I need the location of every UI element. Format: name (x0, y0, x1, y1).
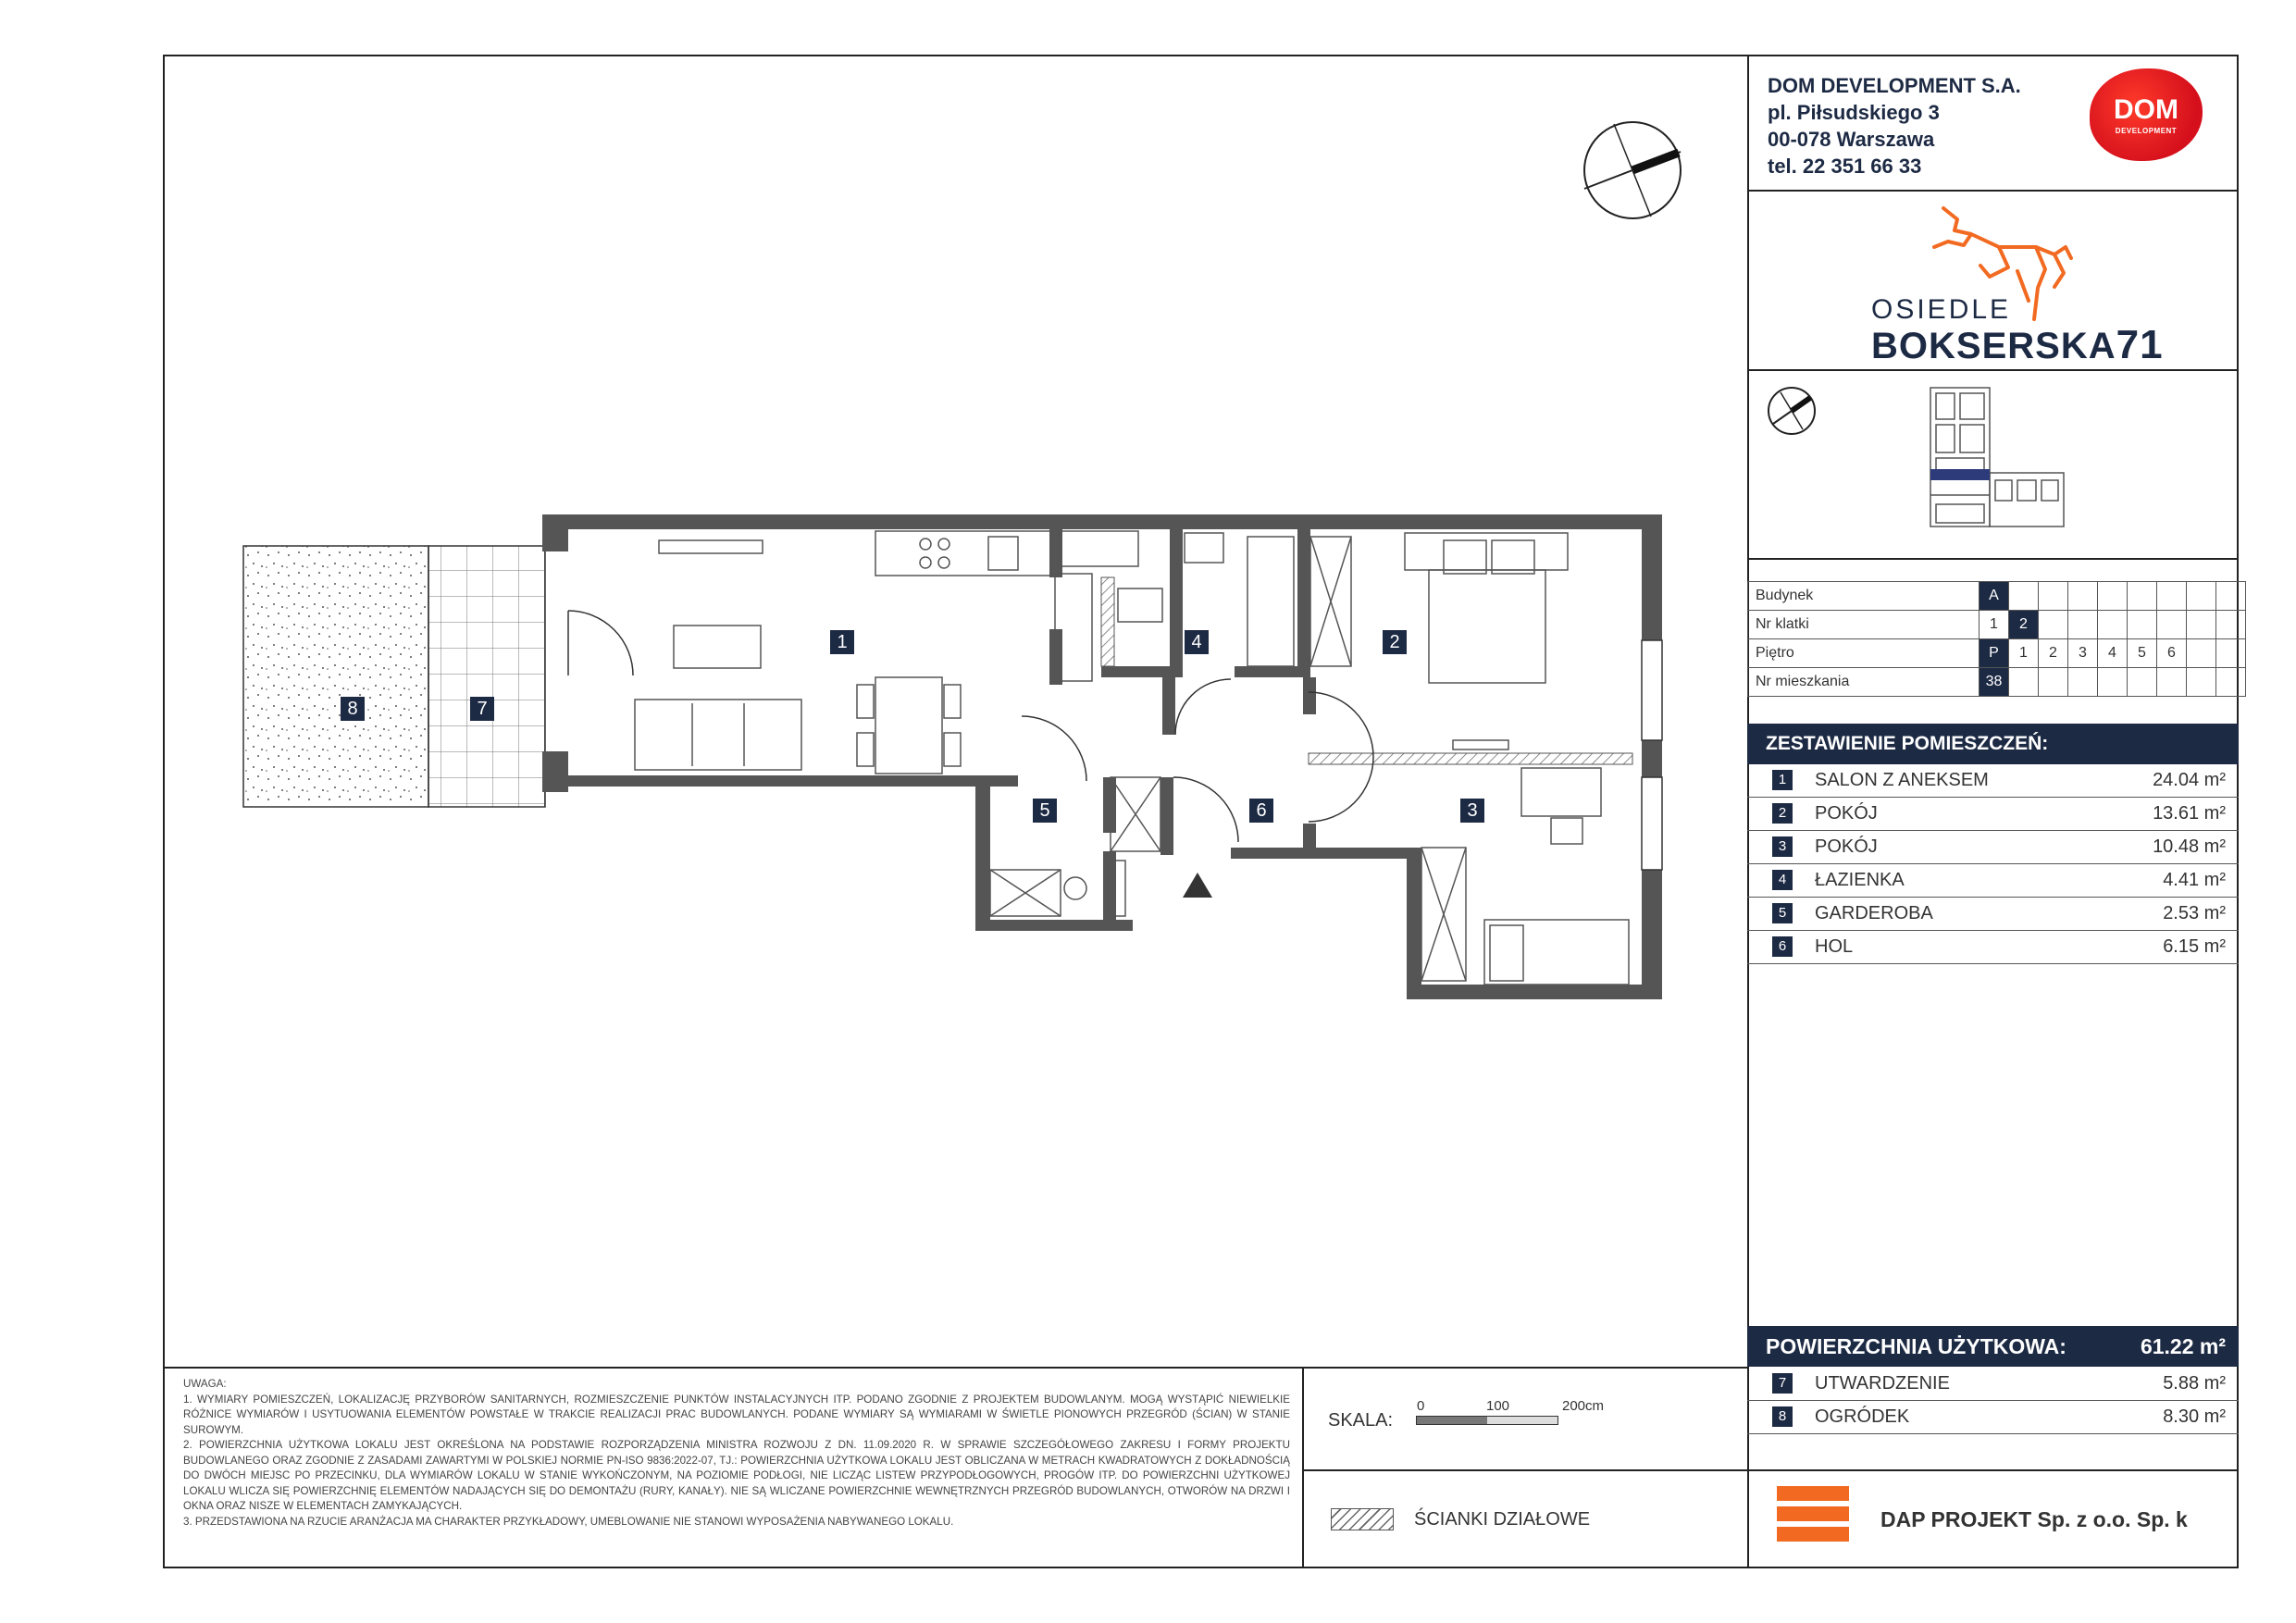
project-name: BOKSERSKA (1871, 326, 2116, 366)
dom-logo-sub: DEVELOPMENT (2115, 127, 2178, 135)
room-area: 24.04 m² (2153, 770, 2226, 790)
usable-area-label: POWIERZCHNIA UŻYTKOWA: (1766, 1334, 2066, 1358)
cell (2039, 611, 2068, 639)
developer-name: DOM DEVELOPMENT S.A. (1768, 74, 2021, 97)
cell (2187, 639, 2216, 668)
room-number: 8 (1772, 1406, 1793, 1427)
notes-title: UWAGA: (183, 1378, 227, 1390)
cell (2216, 582, 2246, 611)
room-area: 5.88 m² (2163, 1373, 2226, 1394)
note-item: 3. PRZEDSTAWIONA NA RZUCIE ARANŻACJA MA CHARAKTER PRZYKŁADOWY, UMEBLOWANIE NIE STANOWI WYPOSAŻENIA NABYWANEGO LOKALU. (183, 1515, 954, 1528)
room-area: 6.15 m² (2163, 936, 2226, 957)
usable-area-value: 61.22 m² (2140, 1334, 2226, 1358)
label: Budynek (1748, 582, 1980, 611)
cell (2128, 668, 2157, 697)
room-number: 3 (1772, 836, 1793, 857)
scale-label: SKALA: (1328, 1410, 1394, 1431)
floor-plan (231, 500, 1675, 1018)
compass-icon (1581, 118, 1684, 222)
plan-label-1: 1 (830, 630, 854, 654)
terrace-area (428, 546, 545, 807)
room-row (1747, 798, 2239, 831)
cell: P (1980, 639, 2009, 668)
divider (163, 1367, 1747, 1369)
extra-room-row (1747, 1368, 2239, 1401)
label: Nr klatki (1748, 611, 1980, 639)
divider (1747, 190, 2239, 192)
cell (2128, 582, 2157, 611)
cell: 4 (2098, 639, 2128, 668)
row-klatka (1748, 611, 2246, 639)
building-info-table (1747, 581, 2246, 697)
plan-label-8: 8 (341, 697, 365, 721)
room-number: 6 (1772, 936, 1793, 957)
project-name-line1: OSIEDLE (1871, 294, 2012, 325)
key-plan-icon (1927, 384, 2075, 546)
room-name: POKÓJ (1815, 836, 1878, 857)
scale-tick: 200cm (1562, 1398, 1605, 1414)
room-area: 2.53 m² (2163, 903, 2226, 923)
plan-label-2: 2 (1383, 630, 1407, 654)
plan-label-7: 7 (470, 697, 494, 721)
partition-wall-swatch (1331, 1508, 1394, 1530)
room-number: 2 (1772, 803, 1793, 824)
room-area: 8.30 m² (2163, 1406, 2226, 1427)
scale-tick: 0 (1417, 1398, 1425, 1414)
usable-area (1747, 1326, 2239, 1367)
cell: 2 (2009, 611, 2039, 639)
cell (2128, 611, 2157, 639)
developer-info (1768, 72, 2021, 180)
label: Piętro (1748, 639, 1980, 668)
rooms-heading: ZESTAWIENIE POMIESZCZEŃ: (1747, 724, 2239, 764)
cell (2098, 611, 2128, 639)
row-budynek (1748, 582, 2246, 611)
row-mieszkanie (1748, 668, 2246, 697)
room-name: HOL (1815, 936, 1854, 957)
room-name: ŁAZIENKA (1815, 870, 1905, 890)
divider (1747, 1469, 2239, 1471)
plan-label-4: 4 (1185, 630, 1209, 654)
developer-street: pl. Piłsudskiego 3 (1768, 101, 1940, 124)
divider (1302, 1367, 1304, 1568)
label: Nr mieszkania (1748, 668, 1980, 697)
cell (2098, 668, 2128, 697)
extra-room-row (1747, 1401, 2239, 1434)
plan-label-5: 5 (1033, 799, 1057, 823)
legend-label: ŚCIANKI DZIAŁOWE (1414, 1509, 1591, 1530)
room-number: 7 (1772, 1373, 1793, 1394)
plan-label-3: 3 (1460, 799, 1484, 823)
cell (2157, 611, 2187, 639)
project-name-line2 (1871, 322, 2164, 368)
cell (2039, 668, 2068, 697)
plan-label-6: 6 (1249, 799, 1273, 823)
cell: 1 (1980, 611, 2009, 639)
cell: 2 (2039, 639, 2068, 668)
room-name: UTWARDZENIE (1815, 1373, 1950, 1394)
project-number: 71 (2116, 322, 2164, 367)
cell (2216, 668, 2246, 697)
room-row (1747, 764, 2239, 798)
cell (2187, 668, 2216, 697)
row-pietro (1748, 639, 2246, 668)
note-item: 1. WYMIARY POMIESZCZEŃ, LOKALIZACJĘ PRZYBORÓW SANITARNYCH, ROZMIESZCZENIE PUNKTÓW INSTALACYJNYCH ITP. PODANO ZGODNIE Z PROJEKTEM BUDOWLANYM. MOGĄ WYSTĄPIĆ NIEWIELKIE RÓŻNICE WYMIARÓW I USYTUOWANIA ELEMENTÓW POWSTAŁE W TRAKCIE REALIZACJI PRAC BUDOWLANYCH. PODANE WYMIARY SĄ WYMIARAMI W ŚWIETLE PIONOWYCH PRZEGRÓD (ŚCIAN) W STANIE SUROWYM. (183, 1393, 1290, 1436)
compass-icon (1766, 385, 1818, 437)
designer-name: DAP PROJEKT Sp. z o.o. Sp. k (1880, 1507, 2188, 1531)
room-row (1747, 831, 2239, 864)
room-number: 5 (1772, 903, 1793, 923)
developer-phone: tel. 22 351 66 33 (1768, 155, 1922, 178)
note-item: 2. POWIERZCHNIA UŻYTKOWA LOKALU JEST OKREŚLONA NA PODSTAWIE ROZPORZĄDZENIA MINISTRA ROZWOJU Z DN. 11.09.2020 R. W SPRAWIE SZCZEGÓŁOWEGO ZAKRESU I FORMY PROJEKTU BUDOWLANEGO ORAZ ZGODNIE Z ZASADAMI ZAWARTYMI W POLSKIEJ NORMIE PN-ISO 9836:2022-07, TJ.: POWIERZCHNIA UŻYTKOWA LOKALU JEST OBLICZANA W METRACH KWADRATOWYCH Z DOKŁADNOŚCIĄ DO DWÓCH MIEJSC PO PRZECINKU, DLA WYMIARÓW LOKALU W STANIE WYKOŃCZONYM, NA POZIOMIE PODŁOGI, NIE LICZĄC LISTEW PRZYPODŁOGOWYCH, PROGÓW ITP. DO POWIERZCHNI UŻYTKOWEJ LOKALU WLICZA SIĘ POWIERZCHNIĘ ELEMENTÓW NADAJĄCYCH SIĘ DO DEMONTAŻU (RURY, KANAŁY). NIE SĄ WLICZANE POWIERZCHNIE WEWNĘTRZNYCH PRZEGRÓD BUDOWLANYCH, OTWORÓW NA DRZWI I OKNA ORAZ NISZE W ELEMENTACH ZAMYKAJĄCYCH. (183, 1439, 1290, 1512)
room-row (1747, 864, 2239, 898)
room-row (1747, 931, 2239, 964)
scale-tick: 100 (1486, 1398, 1510, 1414)
room-area: 10.48 m² (2153, 836, 2226, 857)
cell: 3 (2068, 639, 2098, 668)
dap-logo-bar (1777, 1506, 1849, 1521)
room-name: OGRÓDEK (1815, 1406, 1910, 1427)
developer-city: 00-078 Warszawa (1768, 128, 1935, 151)
cell: 5 (2128, 639, 2157, 668)
room-row (1747, 898, 2239, 931)
room-number: 1 (1772, 770, 1793, 790)
room-number: 4 (1772, 870, 1793, 890)
scale-bar (1416, 1416, 1558, 1425)
cell (2068, 668, 2098, 697)
cell: 6 (2157, 639, 2187, 668)
cell (2039, 582, 2068, 611)
notes (183, 1377, 1290, 1530)
room-name: SALON Z ANEKSEM (1815, 770, 1989, 790)
cell (2009, 582, 2039, 611)
cell (2157, 668, 2187, 697)
garden-area (243, 546, 428, 807)
cell: 38 (1980, 668, 2009, 697)
room-name: GARDEROBA (1815, 903, 1933, 923)
room-area: 4.41 m² (2163, 870, 2226, 890)
dap-logo-bar (1777, 1486, 1849, 1501)
cell (2187, 582, 2216, 611)
entrance-arrow-icon (1183, 873, 1212, 898)
cell: 1 (2009, 639, 2039, 668)
cell (2216, 639, 2246, 668)
dap-logo-bar (1777, 1527, 1849, 1542)
cell (2157, 582, 2187, 611)
cell (2068, 582, 2098, 611)
dom-logo-main: DOM (2114, 94, 2178, 125)
cell: A (1980, 582, 2009, 611)
divider (1747, 369, 2239, 371)
cell (2098, 582, 2128, 611)
divider (1747, 558, 2239, 560)
divider (1302, 1469, 1747, 1471)
room-area: 13.61 m² (2153, 803, 2226, 824)
cell (2068, 611, 2098, 639)
cell (2009, 668, 2039, 697)
cell (2187, 611, 2216, 639)
room-name: POKÓJ (1815, 803, 1878, 824)
cell (2216, 611, 2246, 639)
